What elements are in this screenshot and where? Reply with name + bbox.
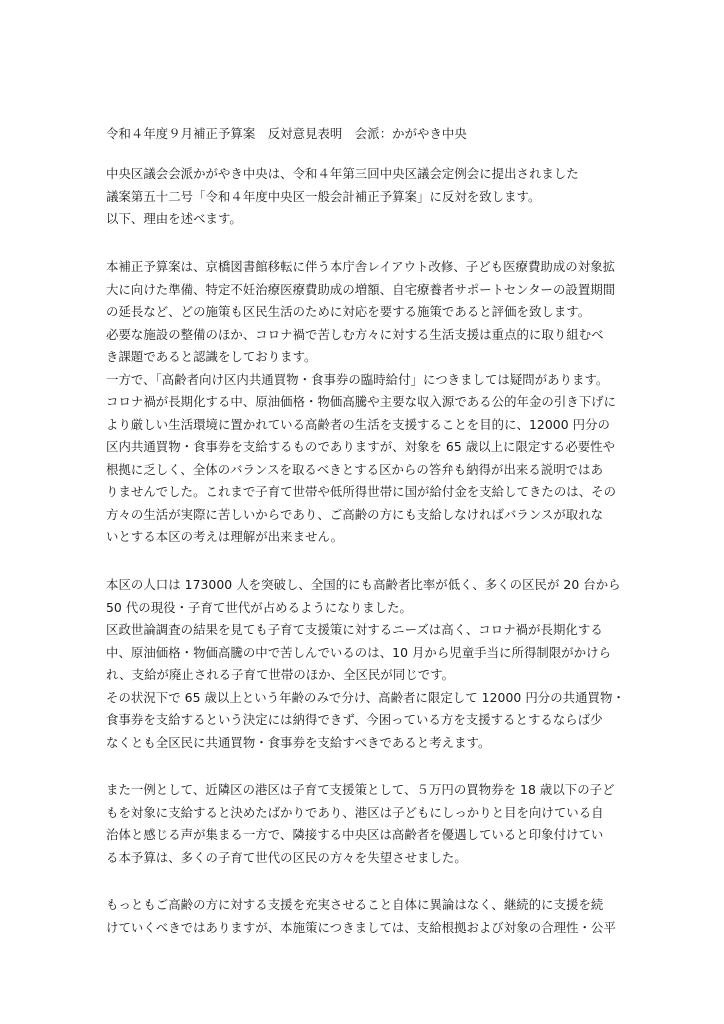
section2-line: なくとも全区民に共通買物・食事券を支給すべきであると考えます。	[106, 735, 491, 750]
section3-line: る本予算は、多くの子育て世代の区民の方々を失望させました。	[106, 850, 467, 865]
section3-line: もを対象に支給すると決めたばかりであり、港区は子どもにしっかりと目を向けている自	[106, 805, 604, 820]
section3-line: また一例として、近隣区の港区は子育て支援策として、５万円の買物券を 18 歳以下の子ど	[106, 782, 615, 797]
section2-line: れ、支給が廃止される子育て世帯のほか、全区民が同じです。	[106, 667, 455, 682]
section2-line: 区政世論調査の結果を見ても子育て支援策に対するニーズは高く、コロナ禍が長期化する	[106, 622, 603, 637]
section1-line: 一方で、「高齢者向け区内共通買物・食事券の臨時給付」につきましては疑問があります。	[106, 372, 609, 387]
section1-line: 根拠に乏しく、全体のバランスを取るべきとする区からの答弁も納得が出来る説明ではあ	[106, 462, 604, 477]
intro-line: 以下、理由を述べます。	[106, 211, 242, 226]
section1-line: の延長など、どの施策も区民生活のために対応を要する施策であると評価を致します。	[106, 304, 591, 319]
section2-line: その状況下で 65 歳以上という年齢のみで分け、高齢者に限定して 12000 円分の共通買物・	[106, 690, 625, 705]
section1-line: 区内共通買物・食事券を支給するものでありますが、対象を 65 歳以上に限定する必要性や	[106, 439, 616, 454]
section3-line: 治体と感じる声が集まる一方で、隣接する中央区は高齢者を優遇していると印象付けてい	[106, 827, 604, 842]
document-title: 令和４年度９月補正予算案 反対意見表明 会派：かがやき中央	[106, 126, 467, 141]
section1-line: き課題であると認識をしております。	[106, 349, 317, 364]
section1-line: より厳しい生活環境に置かれている高齢者の生活を支援することを目的に、12000 円分の	[106, 417, 610, 432]
section1-line: コロナ禍が長期化する中、原油価格・物価高騰や主要な収入源である公的年金の引き下げに	[106, 394, 617, 409]
section1-line: 必要な施設の整備のほか、コロナ禍で苦しむ方々に対する生活支援は重点的に取り組むべ	[106, 327, 604, 342]
intro-line: 中央区議会会派かがやき中央は、令和４年第三回中央区議会定例会に提出されました	[106, 166, 579, 181]
section1-line: 方々の生活が実際に苦しいからであり、ご高齢の方にも支給しなければバランスが取れな	[106, 507, 604, 522]
section4-line: けていくべきではありますが、本施策につきましては、支給根拠および対象の合理性・公平	[106, 920, 616, 935]
section1-line: 大に向けた準備、特定不妊治療医療費助成の増額、自宅療養者サポートセンターの設置期間	[106, 282, 616, 297]
section2-line: 中、原油価格・物価高騰の中で苦しんでいるのは、10 月から児童手当に所得制限がかけら	[106, 645, 612, 660]
section2-line: 食事券を支給するという決定には納得できず、今困っている方を支援するとするならば少	[106, 712, 603, 727]
section4-line: もっともご高齢の方に対する支援を充実させること自体に異論はなく、継続的に支援を続	[106, 897, 604, 912]
section2-line: 50 代の現役・子育て世代が占めるようになりました。	[106, 600, 412, 615]
section1-line: 本補正予算案は、京橋図書館移転に伴う本庁舎レイアウト改修、子ども医療費助成の対象拡	[106, 259, 616, 274]
section2-line: 本区の人口は 173000 人を突破し、全国的にも高齢者比率が低く、多くの区民が 20 台から	[106, 577, 621, 592]
section1-line: いとする本区の考えは理解が出来ません。	[106, 529, 344, 544]
intro-line: 議案第五十二号「令和４年度中央区一般会計補正予算案」に反対を致します。	[106, 189, 541, 204]
section1-line: りませんでした。これまで子育て世帯や低所得世帯に国が給付金を支給してきたのは、その	[106, 484, 617, 499]
